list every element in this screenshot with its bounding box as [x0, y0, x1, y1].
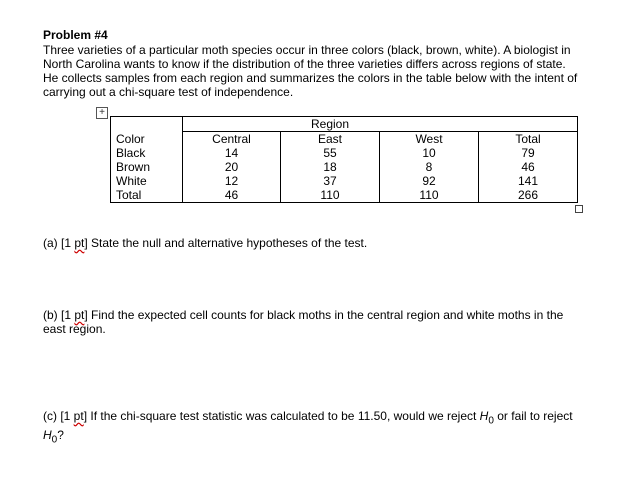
column-header: Total: [479, 132, 578, 147]
table-cell: 10: [380, 146, 479, 160]
table-row: [111, 188, 578, 203]
question-c: [43, 409, 583, 448]
table-cell: Brown: [111, 160, 183, 174]
table-cell: Black: [111, 146, 183, 160]
data-table: [110, 116, 578, 203]
table-cell: 55: [281, 146, 380, 160]
resize-icon[interactable]: [575, 205, 583, 213]
table-cell: Total: [111, 188, 183, 203]
question-prefix: (c) [1: [43, 409, 74, 423]
move-icon[interactable]: +: [96, 107, 108, 119]
problem-intro: Three varieties of a particular moth species occur in three colors (black, brown, white). A biologist in North Carolina wants to know if the distribution of the three varieties differs across regions of state. He collects samples from each region and summarizes the colors in the table below with the intent of carrying out a chi-square test of independence.: [43, 43, 578, 99]
question-text: or fail to reject: [493, 409, 573, 423]
question-a: [43, 236, 583, 250]
question-text: ] If the chi-square test statistic was calculated to be 11.50, would we reject: [83, 409, 480, 423]
table-cell: [111, 117, 183, 132]
table-cell: [183, 117, 281, 132]
h0-subscript: 0: [51, 434, 58, 446]
question-prefix: (b) [1: [43, 308, 75, 322]
table-cell: 8: [380, 160, 479, 174]
table-cell: 141: [479, 174, 578, 188]
h0-symbol: H: [479, 409, 489, 423]
table-row: [111, 174, 578, 188]
pt-word: pt: [74, 236, 85, 250]
table-header-row: [111, 132, 578, 147]
table-cell: 110: [281, 188, 380, 203]
h0-symbol: H: [43, 428, 52, 443]
table-cell: 92: [380, 174, 479, 188]
table-cell: 46: [183, 188, 281, 203]
table-cell: [380, 117, 479, 132]
table-cell: 12: [183, 174, 281, 188]
question-b: [43, 308, 583, 336]
question-text: ] State the null and alternative hypotheses of the test.: [84, 236, 368, 250]
column-header: East: [281, 132, 380, 147]
column-header: West: [380, 132, 479, 147]
column-header: Color: [111, 132, 183, 147]
table-cell: [479, 117, 578, 132]
table-cell: 79: [479, 146, 578, 160]
region-header: Region: [281, 117, 380, 132]
table-row: [111, 146, 578, 160]
column-header: Central: [183, 132, 281, 147]
pt-word: pt: [73, 409, 84, 423]
question-text: ?: [57, 428, 64, 443]
table-cell: White: [111, 174, 183, 188]
table-cell: 37: [281, 174, 380, 188]
table-row: [111, 160, 578, 174]
table-cell: 14: [183, 146, 281, 160]
question-prefix: (a) [1: [43, 236, 75, 250]
table-cell: 110: [380, 188, 479, 203]
table-cell: 18: [281, 160, 380, 174]
h0-subscript: 0: [488, 415, 494, 427]
question-text: ] Find the expected cell counts for black moths in the central region and white moths in the east region.: [43, 308, 564, 336]
problem-title: Problem #4: [43, 28, 108, 42]
table-row: [111, 117, 578, 132]
table-cell: 266: [479, 188, 578, 203]
table-cell: 20: [183, 160, 281, 174]
table-cell: 46: [479, 160, 578, 174]
pt-word: pt: [74, 308, 85, 322]
